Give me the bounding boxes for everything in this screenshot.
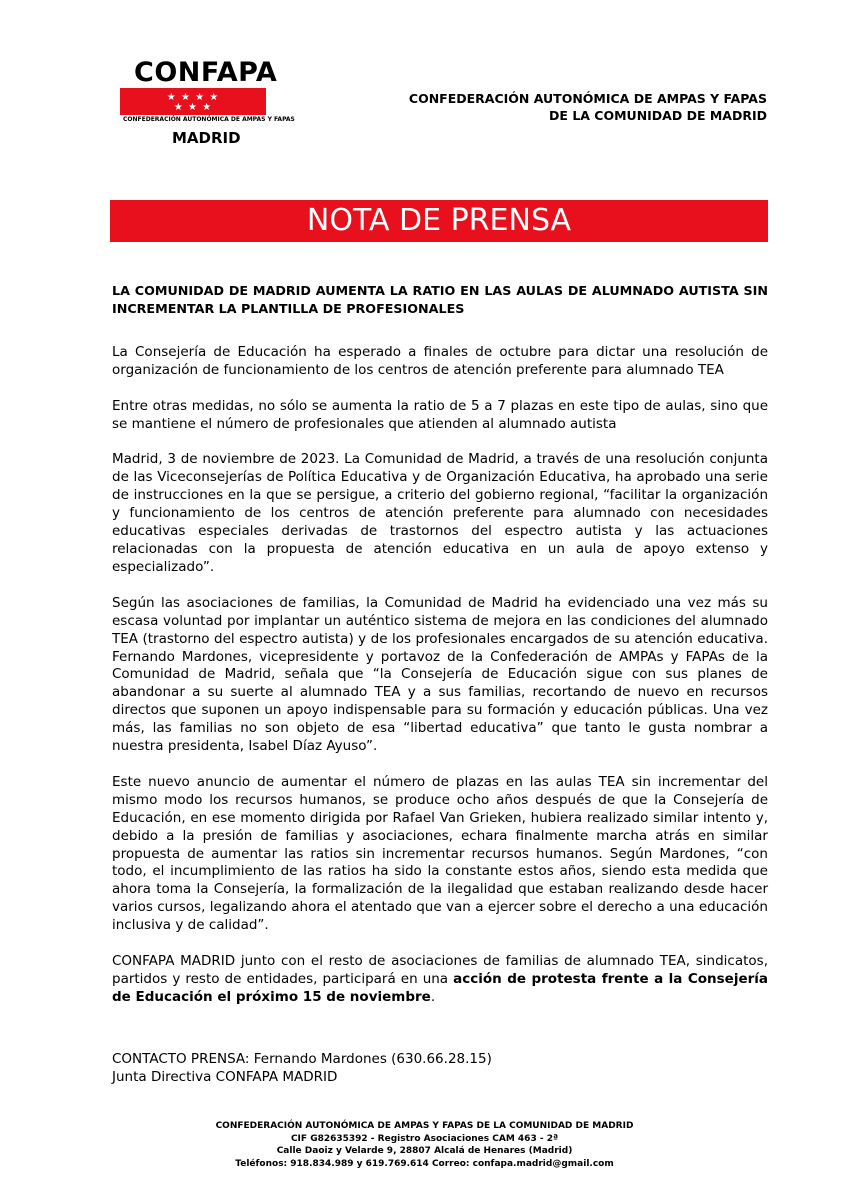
paragraph-body-2: Según las asociaciones de familias, la Comunidad de Madrid ha evidenciado una vez más su escasa voluntad por implantar un auténtico sistema de mejora en las condiciones del alumnado TEA (trastorno del espectro autista) y de los profesionales encargados de su atención educativa. Fernando Mardones, vicepresidente y portavoz de la Confederación de AMPAs y FAPAs de la Comunidad de Madrid, señala que “la Consejería de Educación sigue con sus planes de abandonar a su suerte al alumnado TEA y a sus familias, recortando de nuevo en recursos directos que suponen un apoyo indispensable para su formación y educación públicas. Una vez más, las familias no son objeto de esa “libertad educativa” que tanto le gusta nombrar a nuestra presidenta, Isabel Díaz Ayuso”. xyxy=(112,594,768,755)
press-contact-line-2: Junta Directiva CONFAPA MADRID xyxy=(112,1068,338,1085)
press-release-banner: NOTA DE PRENSA xyxy=(110,200,768,242)
paragraph-body-3: Este nuevo anuncio de aumentar el número de plazas en las aulas TEA sin incrementar del mismo modo los recursos humanos, se produce ocho años después de que la Consejería de Educación, en ese momento dirigida por Rafael Van Grieken, hubiera realizado similar intento y, debido a la presión de familias y asociaciones, echara finalmente marcha atrás en similar propuesta de aumentar las ratios sin incrementar recursos humanos. Según Mardones, “con todo, el incumplimiento de las ratios ha sido la constante estos años, siendo esta medida que ahora toma la Consejería, la formalización de la ilegalidad que estaban realizando desde hacer varios cursos, legalizando ahora el atentado que van a ejercer sobre el derecho a una educación inclusiva y de calidad”. xyxy=(112,773,768,934)
footer-line-3: Calle Daoiz y Velarde 9, 28807 Alcalá de Henares (Madrid) xyxy=(276,1146,573,1156)
footer-line-1: CONFEDERACIÓN AUTONÓMICA DE AMPAS Y FAPAS DE LA COMUNIDAD DE MADRID xyxy=(215,1121,634,1131)
confapa-logo xyxy=(120,57,295,153)
paragraph-protest xyxy=(112,953,768,1007)
headline: LA COMUNIDAD DE MADRID AUMENTA LA RATIO EN LAS AULAS DE ALUMNADO AUTISTA SIN INCREMENTAR LA PLANTILLA DE PROFESIONALES xyxy=(112,283,768,316)
organization-header xyxy=(409,90,767,124)
logo-stars-icon xyxy=(120,93,266,113)
protest-highlight: acción de protesta frente a la Consejería de Educación el próximo 15 de noviembre xyxy=(112,971,768,1005)
paragraph-body-1: Madrid, 3 de noviembre de 2023. La Comunidad de Madrid, a través de una resolución conjunta de las Viceconsejerías de Política Educativa y de Organización Educativa, ha aprobado una serie de instrucciones en la que se persigue, a criterio del gobierno regional, “facilitar la organización y funcionamiento de los centros de atención preferente para alumnado con necesidades educativas especiales derivadas de trastornos del espectro autista y las actuaciones relacionadas con la propuesta de atención educativa en un aula de apoyo extenso y especializado”. xyxy=(112,451,768,575)
press-contact-line-1: CONTACTO PRENSA: Fernando Mardones (630.66.28.15) xyxy=(112,1050,492,1067)
organization-header-line-1: CONFEDERACIÓN AUTONÓMICA DE AMPAS Y FAPAS xyxy=(408,91,767,106)
logo-subtitle: CONFEDERACIÓN AUTONÓMICA DE AMPAS Y FAPAS xyxy=(123,116,295,123)
organization-header-line-2: DE LA COMUNIDAD DE MADRID xyxy=(549,108,767,123)
paragraph-summary-1: La Consejería de Educación ha esperado a finales de octubre para dictar una resolución de organización de funcionamiento de los centros de atención preferente para alumnado TEA xyxy=(112,343,768,378)
logo-name: CONFAPA xyxy=(134,57,278,88)
paragraph-summary-2: Entre otras medidas, no sólo se aumenta la ratio de 5 a 7 plazas en este tipo de aulas, sino que se mantiene el número de profesionales que atienden al alumnado autista xyxy=(112,397,768,432)
page-footer xyxy=(0,1120,849,1170)
press-contact xyxy=(112,1051,768,1087)
protest-text-start: CONFAPA MADRID junto con el resto de asociaciones de familias de alumnado TEA, sindicatos, partidos y resto de entidades, participará en una xyxy=(112,953,768,987)
logo-city: MADRID xyxy=(172,129,241,147)
logo-stars-row-1: ★ ★ ★ ★ xyxy=(166,92,220,103)
press-release-body xyxy=(112,282,768,1087)
protest-text-end: . xyxy=(430,988,436,1005)
footer-line-2: CIF G82635392 - Registro Asociaciones CAM 463 - 2ª xyxy=(290,1133,559,1144)
logo-stars-row-2: ★ ★ ★ xyxy=(173,102,213,113)
footer-line-4: Teléfonos: 918.834.989 y 619.769.614 Correo: confapa.madrid@gmail.com xyxy=(235,1158,614,1169)
